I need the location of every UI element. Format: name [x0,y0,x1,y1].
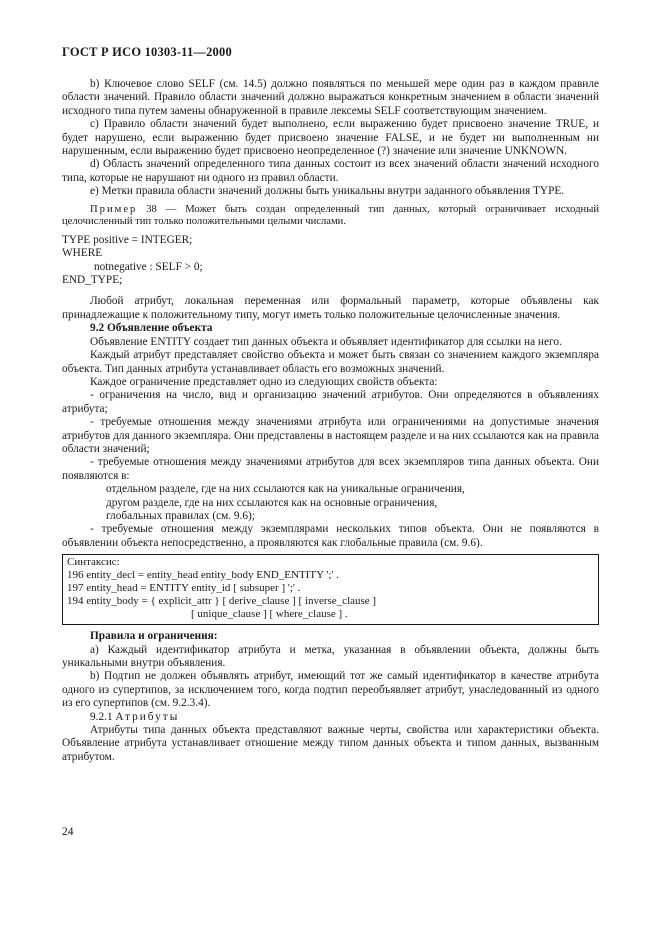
page-content [62,78,599,764]
paragraph: Каждый атрибут представляет свойство объекта и может быть связан со значением каждого экземпляра объекта. Тип данных атрибута устанавливает область его возможных значений. [62,349,599,375]
list-item: - ограничения на число, вид и организацию значений атрибутов. Они определяются в объявлениях атрибута; [62,389,599,415]
paragraph: Каждое ограничение представляет одно из следующих свойств объекта: [90,375,438,388]
paragraph: b) Подтип не должен объявлять атрибут, имеющий тот же самый идентификатор в качестве атрибута одного из супертипов, за исключением того, когда подтип переобъявляет атрибут, унаследованный из одного из его супертипов (см. 9.2.3.4). [62,670,599,710]
sub-list-item: глобальных правилах (см. 9.6); [106,509,255,522]
syntax-line: [ unique_clause ] [ where_clause ] . [191,608,348,621]
code-line: notnegative : SELF > 0; [94,260,203,273]
rules-heading: Правила и ограничения: [90,630,218,643]
list-item: - требуемые отношения между экземплярами нескольких типов объекта. Они не появляются в объявлении объекта непосредственно, а проявляются как глобальные правила (см. 9.6). [62,523,599,549]
subsection-number: 9.2.1 [90,710,116,723]
syntax-line: 197 entity_head = ENTITY entity_id [ subsuper ] ';' . [67,582,301,595]
code-block [62,234,599,288]
paragraph: Атрибуты типа данных объекта представляют важные черты, свойства или характеристики объекта. Объявление атрибута устанавливает отношение между типом данных объекта и типом данных, вызванным атрибутом. [62,724,599,763]
syntax-line: 196 entity_decl = entity_head entity_body END_ENTITY ';' . [67,569,339,582]
section-heading: 9.2 Объявление объекта [90,322,213,335]
sub-list-item: отдельном разделе, где на них ссылаются как на уникальные ограничения, [106,483,465,496]
code-line: END_TYPE; [62,274,123,287]
example-paragraph [62,204,599,229]
paragraph: Объявление ENTITY создает тип данных объекта и объявляет идентификатор для ссылки на него. [90,335,562,348]
list-item: - требуемые отношения между значениями атрибутов для всех экземпляров типа данных объекта. Они появляются в: [62,456,599,482]
subsection-heading [62,711,599,724]
paragraph: d) Область значений определенного типа данных состоит из всех значений области значений исходного типа, которые не нарушают ни одного из правил области. [62,158,599,184]
code-line: TYPE positive = INTEGER; [62,233,193,246]
example-label: Пример [90,203,138,215]
list-item: - требуемые отношения между значениями атрибута или ограничениями на допустимые значения атрибутов для данного экземпляра. Они представлены в настоящем разделе и на них ссылаются как на правила области значений; [62,416,599,455]
paragraph: b) Ключевое слово SELF (см. 14.5) должно появляться по меньшей мере один раз в каждом правиле области значений. Правило области значений должно выражаться конкретным значением в области значений исходного типа путем замены обнаруженной в правиле лексемы SELF соответствующим значением. [62,78,599,117]
syntax-title: Синтаксис: [67,556,120,569]
page-number: 24 [62,826,74,838]
paragraph: e) Метки правила области значений должны быть уникальны внутри заданного объявления TYPE. [90,185,565,198]
paragraph: a) Каждый идентификатор атрибута и метка, указанная в объявлении объекта, должны быть уникальными внутри объявления. [62,643,599,669]
subsection-title: Атрибуты [115,710,180,723]
paragraph: c) Правило области значений будет выполнено, если выражению будет присвоено значение TRUE, и будет нарушено, если выражению будет присвоено значение FALSE, и не будет ни выполненным ни нарушенным, если выражению будет присвоено неопределенное (?) значение или значение UNKNOWN. [62,118,599,158]
page-header: ГОСТ Р ИСО 10303-11—2000 [62,45,232,59]
sub-list-item: другом разделе, где на них ссылаются как на основные ограничения, [106,496,438,509]
syntax-line: 194 entity_body = { explicit_attr } [ derive_clause ] [ inverse_clause ] [67,595,377,608]
syntax-box [62,554,599,625]
code-line: WHERE [62,247,103,260]
example-text: 38 — Может быть создан определенный тип данных, который ограничивает исходный целочисленный тип только положительными целыми числами. [62,203,599,228]
paragraph: Любой атрибут, локальная переменная или формальный параметр, которые объявлены как принадлежащие к положительному типу, могут иметь только положительные целочисленные значения. [62,295,599,321]
